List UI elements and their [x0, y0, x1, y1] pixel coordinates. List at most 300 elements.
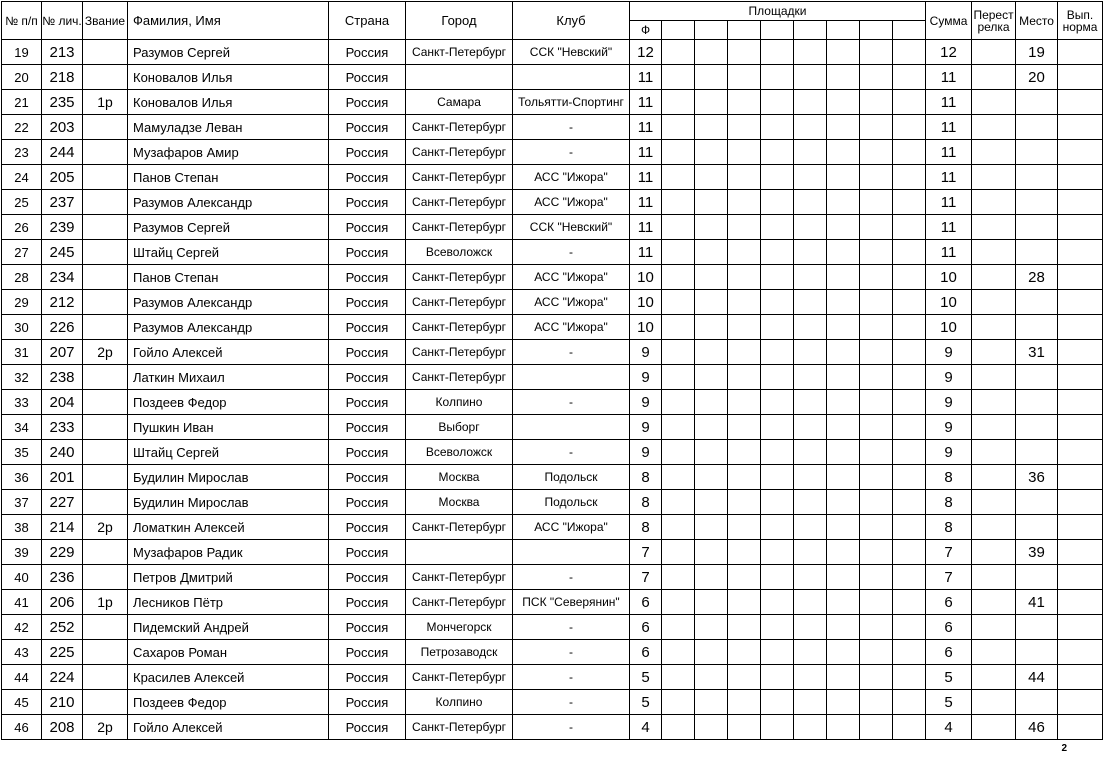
cell-venue-9 — [893, 515, 926, 540]
cell-venue-3 — [695, 490, 728, 515]
cell-venue-8 — [860, 140, 893, 165]
cell-club: - — [513, 390, 630, 415]
cell-license: 204 — [42, 390, 83, 415]
cell-f: 11 — [630, 190, 662, 215]
cell-venue-2 — [662, 715, 695, 740]
cell-venue-3 — [695, 540, 728, 565]
cell-venue-3 — [695, 240, 728, 265]
cell-venue-4 — [728, 540, 761, 565]
cell-f: 5 — [630, 665, 662, 690]
cell-country: Россия — [329, 65, 406, 90]
cell-shootoff — [972, 90, 1016, 115]
cell-city: Петрозаводск — [406, 640, 513, 665]
cell-norm — [1058, 590, 1103, 615]
cell-norm — [1058, 140, 1103, 165]
header-venue-2 — [662, 21, 695, 40]
cell-venue-3 — [695, 190, 728, 215]
cell-place: 19 — [1016, 40, 1058, 65]
cell-venue-7 — [827, 165, 860, 190]
cell-shootoff — [972, 390, 1016, 415]
header-row — [2, 2, 1103, 21]
cell-venue-4 — [728, 240, 761, 265]
cell-venue-2 — [662, 140, 695, 165]
cell-place — [1016, 115, 1058, 140]
cell-venue-9 — [893, 315, 926, 340]
cell-norm — [1058, 615, 1103, 640]
cell-venue-4 — [728, 40, 761, 65]
cell-shootoff — [972, 440, 1016, 465]
cell-venue-2 — [662, 65, 695, 90]
header-country: Страна — [329, 2, 406, 40]
cell-license: 240 — [42, 440, 83, 465]
cell-license: 224 — [42, 665, 83, 690]
cell-venue-7 — [827, 690, 860, 715]
cell-shootoff — [972, 365, 1016, 390]
cell-np: 33 — [2, 390, 42, 415]
cell-club: ПСК "Северянин" — [513, 590, 630, 615]
cell-city: Москва — [406, 465, 513, 490]
cell-shootoff — [972, 315, 1016, 340]
cell-sum: 8 — [926, 465, 972, 490]
cell-place — [1016, 315, 1058, 340]
cell-venue-3 — [695, 565, 728, 590]
cell-name: Поздеев Федор — [128, 390, 329, 415]
cell-rank — [83, 365, 128, 390]
cell-np: 26 — [2, 215, 42, 240]
table-row — [2, 65, 1103, 90]
cell-f: 9 — [630, 390, 662, 415]
cell-sum: 7 — [926, 565, 972, 590]
cell-np: 21 — [2, 90, 42, 115]
cell-city — [406, 65, 513, 90]
cell-club — [513, 365, 630, 390]
cell-venue-9 — [893, 290, 926, 315]
cell-venue-2 — [662, 415, 695, 440]
cell-venue-5 — [761, 465, 794, 490]
cell-club: - — [513, 340, 630, 365]
cell-shootoff — [972, 665, 1016, 690]
cell-venue-8 — [860, 265, 893, 290]
cell-venue-4 — [728, 340, 761, 365]
cell-venue-5 — [761, 215, 794, 240]
table-row — [2, 415, 1103, 440]
cell-np: 38 — [2, 515, 42, 540]
cell-city: Санкт-Петербург — [406, 140, 513, 165]
cell-venue-8 — [860, 90, 893, 115]
cell-venue-8 — [860, 165, 893, 190]
cell-venue-6 — [794, 415, 827, 440]
cell-name: Мамуладзе Леван — [128, 115, 329, 140]
cell-place: 36 — [1016, 465, 1058, 490]
cell-venue-4 — [728, 465, 761, 490]
cell-sum: 9 — [926, 415, 972, 440]
cell-venue-9 — [893, 165, 926, 190]
header-license: № лич. — [42, 2, 83, 40]
cell-venue-4 — [728, 715, 761, 740]
cell-club — [513, 415, 630, 440]
cell-venue-9 — [893, 540, 926, 565]
cell-norm — [1058, 215, 1103, 240]
cell-venue-6 — [794, 490, 827, 515]
table-row — [2, 115, 1103, 140]
cell-license: 233 — [42, 415, 83, 440]
cell-venue-9 — [893, 265, 926, 290]
cell-norm — [1058, 165, 1103, 190]
cell-f: 11 — [630, 215, 662, 240]
cell-club: АСС "Ижора" — [513, 190, 630, 215]
cell-venue-5 — [761, 115, 794, 140]
table-row — [2, 665, 1103, 690]
cell-venue-7 — [827, 65, 860, 90]
cell-shootoff — [972, 515, 1016, 540]
cell-club: - — [513, 140, 630, 165]
cell-venue-3 — [695, 315, 728, 340]
cell-city: Колпино — [406, 690, 513, 715]
cell-sum: 11 — [926, 215, 972, 240]
cell-venue-4 — [728, 165, 761, 190]
cell-license: 237 — [42, 190, 83, 215]
cell-rank: 1р — [83, 90, 128, 115]
cell-venue-9 — [893, 615, 926, 640]
cell-rank — [83, 615, 128, 640]
cell-norm — [1058, 265, 1103, 290]
cell-name: Музафаров Радик — [128, 540, 329, 565]
cell-shootoff — [972, 590, 1016, 615]
cell-country: Россия — [329, 540, 406, 565]
table-row — [2, 565, 1103, 590]
cell-venue-7 — [827, 490, 860, 515]
cell-city: Всеволожск — [406, 240, 513, 265]
header-venue-3 — [695, 21, 728, 40]
cell-venue-2 — [662, 90, 695, 115]
cell-venue-8 — [860, 290, 893, 315]
cell-venue-2 — [662, 490, 695, 515]
cell-venue-7 — [827, 140, 860, 165]
cell-norm — [1058, 340, 1103, 365]
header-venue-8 — [860, 21, 893, 40]
cell-f: 12 — [630, 40, 662, 65]
cell-shootoff — [972, 215, 1016, 240]
cell-venue-6 — [794, 715, 827, 740]
cell-sum: 11 — [926, 65, 972, 90]
cell-venue-8 — [860, 690, 893, 715]
cell-venue-9 — [893, 415, 926, 440]
cell-venue-8 — [860, 215, 893, 240]
cell-venue-6 — [794, 190, 827, 215]
cell-license: 225 — [42, 640, 83, 665]
cell-venue-5 — [761, 290, 794, 315]
cell-f: 11 — [630, 115, 662, 140]
cell-venue-9 — [893, 490, 926, 515]
cell-license: 208 — [42, 715, 83, 740]
cell-venue-4 — [728, 440, 761, 465]
table-row — [2, 240, 1103, 265]
cell-rank — [83, 165, 128, 190]
cell-country: Россия — [329, 165, 406, 190]
cell-place — [1016, 190, 1058, 215]
cell-norm — [1058, 90, 1103, 115]
header-norm: Вып. норма — [1058, 2, 1103, 40]
table-row — [2, 165, 1103, 190]
header-name: Фамилия, Имя — [128, 2, 329, 40]
cell-name: Петров Дмитрий — [128, 565, 329, 590]
cell-norm — [1058, 115, 1103, 140]
cell-sum: 6 — [926, 615, 972, 640]
cell-venue-3 — [695, 415, 728, 440]
cell-venue-6 — [794, 340, 827, 365]
cell-city: Санкт-Петербург — [406, 215, 513, 240]
cell-venue-3 — [695, 515, 728, 540]
cell-place — [1016, 440, 1058, 465]
cell-f: 8 — [630, 515, 662, 540]
cell-venue-8 — [860, 440, 893, 465]
cell-name: Лесников Пётр — [128, 590, 329, 615]
cell-name: Разумов Сергей — [128, 215, 329, 240]
cell-venue-7 — [827, 315, 860, 340]
cell-shootoff — [972, 115, 1016, 140]
cell-rank — [83, 240, 128, 265]
cell-venue-7 — [827, 290, 860, 315]
cell-sum: 10 — [926, 290, 972, 315]
cell-rank — [83, 290, 128, 315]
cell-np: 27 — [2, 240, 42, 265]
cell-norm — [1058, 40, 1103, 65]
cell-place — [1016, 640, 1058, 665]
cell-venue-2 — [662, 640, 695, 665]
header-club: Клуб — [513, 2, 630, 40]
cell-f: 6 — [630, 640, 662, 665]
cell-sum: 6 — [926, 590, 972, 615]
cell-venue-7 — [827, 265, 860, 290]
cell-place — [1016, 615, 1058, 640]
table-row — [2, 215, 1103, 240]
cell-rank — [83, 440, 128, 465]
header-rank: Звание — [83, 2, 128, 40]
cell-country: Россия — [329, 665, 406, 690]
cell-venue-3 — [695, 690, 728, 715]
table-row — [2, 190, 1103, 215]
cell-venue-6 — [794, 240, 827, 265]
cell-venue-8 — [860, 490, 893, 515]
cell-city: Москва — [406, 490, 513, 515]
cell-norm — [1058, 365, 1103, 390]
cell-venue-2 — [662, 690, 695, 715]
cell-venue-4 — [728, 640, 761, 665]
cell-club: АСС "Ижора" — [513, 315, 630, 340]
cell-venue-2 — [662, 365, 695, 390]
cell-place: 39 — [1016, 540, 1058, 565]
cell-license: 226 — [42, 315, 83, 340]
table-row — [2, 90, 1103, 115]
cell-country: Россия — [329, 465, 406, 490]
cell-venue-7 — [827, 615, 860, 640]
cell-np: 19 — [2, 40, 42, 65]
cell-venue-7 — [827, 115, 860, 140]
cell-place — [1016, 690, 1058, 715]
cell-license: 206 — [42, 590, 83, 615]
cell-license: 201 — [42, 465, 83, 490]
cell-rank — [83, 415, 128, 440]
cell-country: Россия — [329, 140, 406, 165]
cell-venue-2 — [662, 115, 695, 140]
cell-venue-7 — [827, 90, 860, 115]
cell-license: 227 — [42, 490, 83, 515]
cell-venue-5 — [761, 690, 794, 715]
cell-place — [1016, 515, 1058, 540]
cell-venue-4 — [728, 415, 761, 440]
cell-venue-2 — [662, 165, 695, 190]
cell-shootoff — [972, 240, 1016, 265]
cell-venue-9 — [893, 365, 926, 390]
cell-venue-8 — [860, 65, 893, 90]
cell-venue-9 — [893, 590, 926, 615]
cell-sum: 4 — [926, 715, 972, 740]
cell-np: 46 — [2, 715, 42, 740]
cell-club: - — [513, 640, 630, 665]
cell-norm — [1058, 565, 1103, 590]
cell-venue-3 — [695, 715, 728, 740]
cell-venue-9 — [893, 190, 926, 215]
cell-np: 29 — [2, 290, 42, 315]
header-place: Место — [1016, 2, 1058, 40]
cell-city: Санкт-Петербург — [406, 590, 513, 615]
cell-sum: 5 — [926, 690, 972, 715]
cell-club: Тольятти-Спортинг — [513, 90, 630, 115]
cell-venue-5 — [761, 490, 794, 515]
cell-f: 8 — [630, 490, 662, 515]
cell-shootoff — [972, 290, 1016, 315]
cell-name: Разумов Александр — [128, 190, 329, 215]
cell-f: 10 — [630, 265, 662, 290]
cell-venue-7 — [827, 515, 860, 540]
table-row — [2, 140, 1103, 165]
cell-venue-9 — [893, 565, 926, 590]
cell-venue-6 — [794, 40, 827, 65]
cell-city: Санкт-Петербург — [406, 265, 513, 290]
cell-venue-7 — [827, 240, 860, 265]
cell-norm — [1058, 640, 1103, 665]
cell-f: 11 — [630, 140, 662, 165]
cell-np: 25 — [2, 190, 42, 215]
cell-name: Разумов Александр — [128, 290, 329, 315]
cell-name: Музафаров Амир — [128, 140, 329, 165]
cell-rank — [83, 465, 128, 490]
cell-venue-2 — [662, 215, 695, 240]
cell-club: АСС "Ижора" — [513, 290, 630, 315]
cell-norm — [1058, 690, 1103, 715]
header-sum: Сумма — [926, 2, 972, 40]
cell-norm — [1058, 665, 1103, 690]
cell-license: 218 — [42, 65, 83, 90]
cell-venue-2 — [662, 290, 695, 315]
cell-venue-8 — [860, 715, 893, 740]
cell-venue-6 — [794, 315, 827, 340]
cell-norm — [1058, 290, 1103, 315]
cell-venue-8 — [860, 565, 893, 590]
cell-venue-3 — [695, 115, 728, 140]
cell-license: 203 — [42, 115, 83, 140]
cell-shootoff — [972, 690, 1016, 715]
cell-shootoff — [972, 140, 1016, 165]
cell-venue-5 — [761, 140, 794, 165]
cell-norm — [1058, 315, 1103, 340]
cell-np: 35 — [2, 440, 42, 465]
cell-venue-5 — [761, 165, 794, 190]
cell-license: 236 — [42, 565, 83, 590]
cell-rank — [83, 40, 128, 65]
cell-club: - — [513, 240, 630, 265]
cell-shootoff — [972, 190, 1016, 215]
cell-venue-7 — [827, 590, 860, 615]
cell-f: 11 — [630, 165, 662, 190]
cell-club: - — [513, 615, 630, 640]
cell-venue-7 — [827, 565, 860, 590]
cell-f: 11 — [630, 90, 662, 115]
cell-city: Санкт-Петербург — [406, 40, 513, 65]
cell-place: 46 — [1016, 715, 1058, 740]
cell-place — [1016, 165, 1058, 190]
cell-venue-5 — [761, 90, 794, 115]
cell-f: 7 — [630, 540, 662, 565]
cell-venue-4 — [728, 65, 761, 90]
cell-venue-5 — [761, 440, 794, 465]
cell-venue-9 — [893, 115, 926, 140]
cell-place — [1016, 290, 1058, 315]
cell-venue-2 — [662, 440, 695, 465]
cell-place: 28 — [1016, 265, 1058, 290]
cell-place: 20 — [1016, 65, 1058, 90]
cell-venue-8 — [860, 390, 893, 415]
cell-rank — [83, 640, 128, 665]
cell-venue-6 — [794, 465, 827, 490]
cell-club: Подольск — [513, 490, 630, 515]
cell-f: 10 — [630, 315, 662, 340]
cell-norm — [1058, 715, 1103, 740]
cell-venue-2 — [662, 665, 695, 690]
cell-venue-6 — [794, 590, 827, 615]
cell-venue-7 — [827, 465, 860, 490]
cell-city: Выборг — [406, 415, 513, 440]
cell-city — [406, 540, 513, 565]
cell-venue-6 — [794, 365, 827, 390]
cell-club — [513, 65, 630, 90]
cell-venue-7 — [827, 640, 860, 665]
cell-venue-7 — [827, 715, 860, 740]
cell-f: 6 — [630, 590, 662, 615]
cell-venue-8 — [860, 190, 893, 215]
table-row — [2, 390, 1103, 415]
cell-name: Коновалов Илья — [128, 90, 329, 115]
cell-rank — [83, 215, 128, 240]
cell-venue-2 — [662, 465, 695, 490]
cell-country: Россия — [329, 265, 406, 290]
cell-name: Разумов Александр — [128, 315, 329, 340]
cell-venue-9 — [893, 140, 926, 165]
cell-shootoff — [972, 340, 1016, 365]
cell-venue-9 — [893, 715, 926, 740]
cell-np: 22 — [2, 115, 42, 140]
cell-sum: 6 — [926, 640, 972, 665]
cell-venue-4 — [728, 365, 761, 390]
cell-f: 9 — [630, 440, 662, 465]
cell-shootoff — [972, 165, 1016, 190]
cell-venue-2 — [662, 240, 695, 265]
cell-country: Россия — [329, 340, 406, 365]
cell-venue-6 — [794, 265, 827, 290]
cell-venue-3 — [695, 65, 728, 90]
cell-venue-4 — [728, 615, 761, 640]
cell-place — [1016, 90, 1058, 115]
